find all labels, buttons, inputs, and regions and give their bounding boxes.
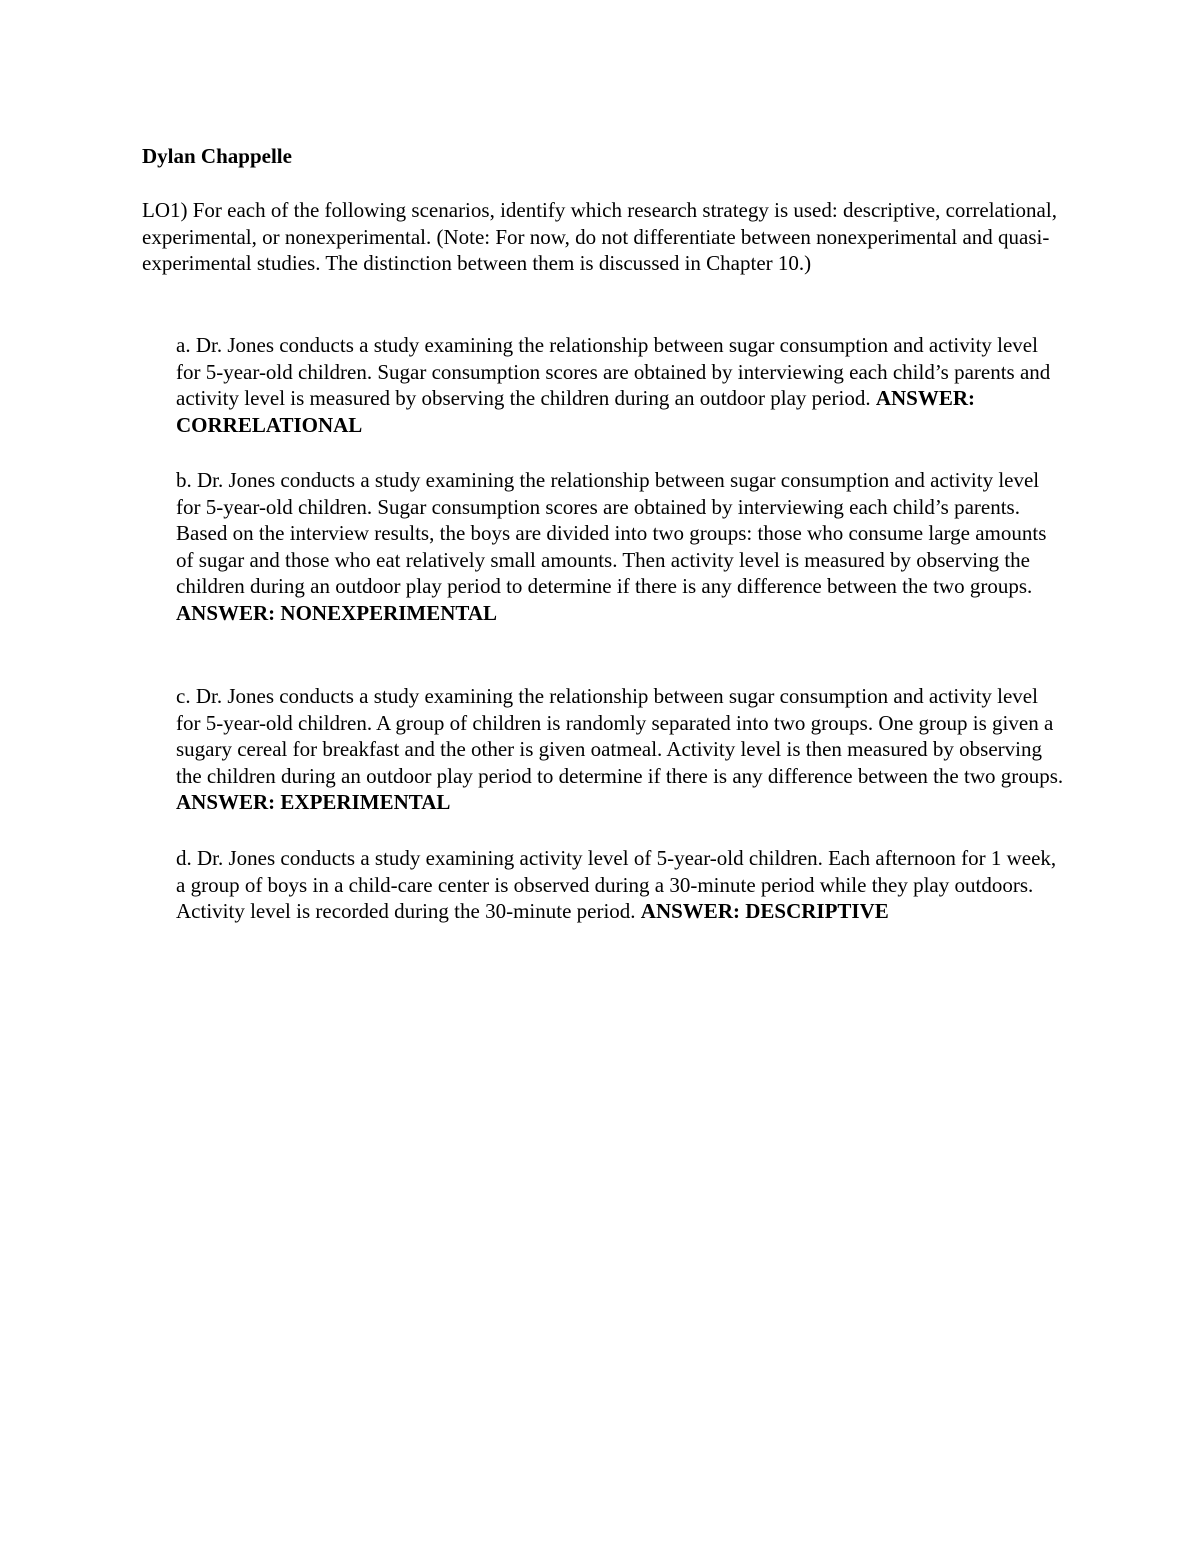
intro-paragraph: LO1) For each of the following scenarios, identify which research strategy is used: descriptive, correlational, experimental, or nonexperimental. (Note: For now, do not differentiate between nonexperimental and quasi-experimental studies. The distinction between them is discussed in Chapter 10.) [142, 198, 1057, 276]
question-d-text: d. Dr. Jones conducts a study examining activity level of 5-year-old children. Each afternoon for 1 week, a group of boys in a child-care center is observed during a 30-minute period while they play outdoors. Activity level is recorded during the 30-minute period. [176, 846, 1057, 924]
question-c-answer: ANSWER: EXPERIMENTAL [176, 790, 451, 815]
question-c [176, 683, 1066, 816]
question-b-answer: ANSWER: NONEXPERIMENTAL [176, 600, 498, 625]
question-a [176, 332, 1066, 438]
question-c-text: c. Dr. Jones conducts a study examining the relationship between sugar consumption and activity level for 5-year-old children. A group of children is randomly separated into two groups. One group is given a sugary cereal for breakfast and the other is given oatmeal. Activity level is then measured by observing the children during an outdoor play period to determine if there is any difference between the two groups. [176, 684, 1064, 788]
question-d-answer: ANSWER: DESCRIPTIVE [640, 899, 889, 924]
author-name: Dylan Chappelle [142, 144, 292, 168]
question-b [176, 467, 1066, 627]
question-b-text: b. Dr. Jones conducts a study examining the relationship between sugar consumption and activity level for 5-year-old children. Sugar consumption scores are obtained by interviewing each child’s parents. Based on the interview results, the boys are divided into two groups: those who consume large amounts of sugar and those who eat relatively small amounts. Then activity level is measured by observing the children during an outdoor play period to determine if there is any difference between the two groups. [176, 468, 1047, 599]
question-a-answer: ANSWER: CORRELATIONAL [176, 386, 976, 437]
question-a-text: a. Dr. Jones conducts a study examining the relationship between sugar consumption and activity level for 5-year-old children. Sugar consumption scores are obtained by interviewing each child’s parents and activity level is measured by observing the children during an outdoor play period. [176, 333, 1051, 411]
question-d [176, 845, 1066, 925]
